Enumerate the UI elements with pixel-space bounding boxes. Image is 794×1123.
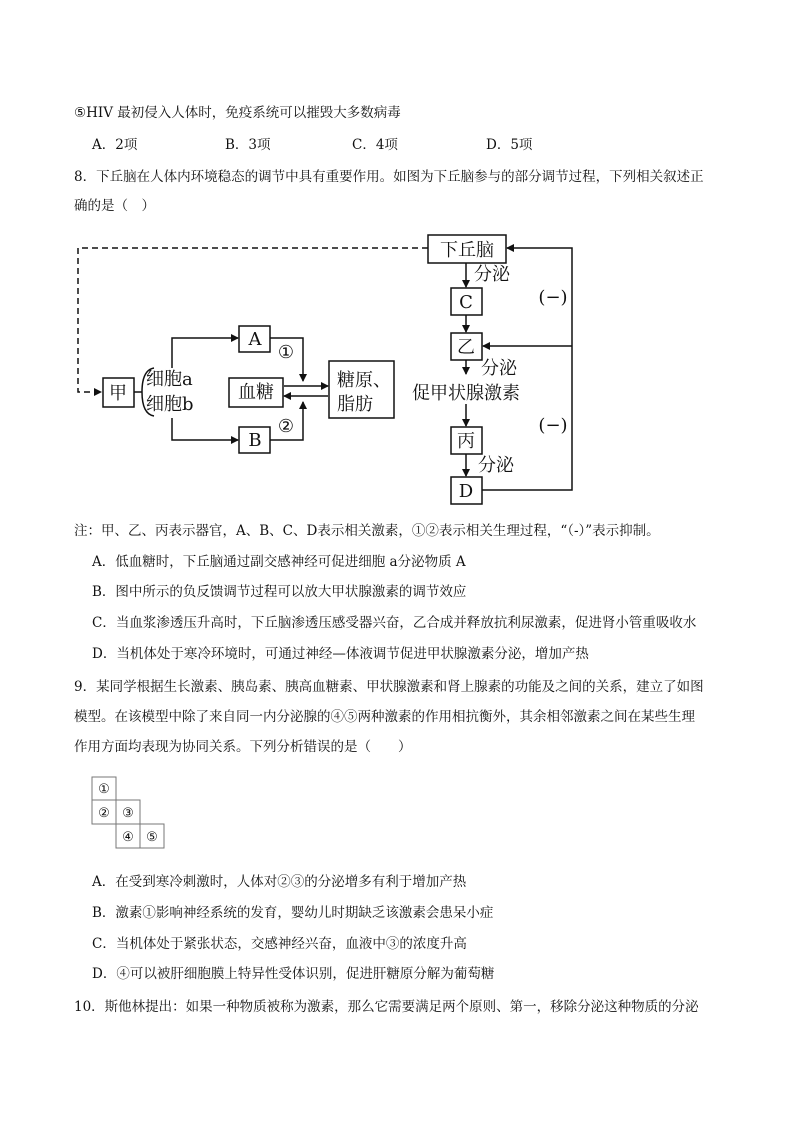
jia-label: 甲 — [109, 383, 127, 404]
b-label: B — [248, 430, 262, 451]
process-1-label: ① — [277, 342, 295, 363]
bing-label: 丙 — [457, 431, 475, 452]
q9-stem-line2: 模型。在该模型中除了来自同一内分泌腺的④⑤两种激素的作用相抗衡外，其余相邻激素之间在某些生理 — [74, 709, 695, 725]
q8-option-c[interactable]: C．当血浆渗透压升高时，下丘脑渗透压感受器兴奋，乙合成并释放抗利尿激素，促进肾小管重吸收水 — [92, 615, 697, 631]
secrete-label-3: 分泌 — [478, 455, 514, 476]
process-2-label: ② — [277, 416, 295, 437]
c-label: C — [459, 292, 473, 313]
cell-b-label: 细胞b — [146, 394, 194, 415]
q8-stem-line1: 8．下丘脑在人体内环境稳态的调节中具有重要作用。如图为下丘脑参与的部分调节过程，下列相关叙述正 — [74, 169, 704, 185]
inhibit-label-1: (−) — [538, 287, 568, 308]
inhibit-label-2: (−) — [538, 415, 568, 436]
tsh-label: 促甲状腺激素 — [412, 383, 520, 404]
q9-option-d[interactable]: D．④可以被肝细胞膜上特异性受体识别，促进肝糖原分解为葡萄糖 — [92, 966, 495, 982]
q8-option-b[interactable]: B．图中所示的负反馈调节过程可以放大甲状腺激素的调节效应 — [92, 584, 467, 600]
q8-option-a[interactable]: A．低血糖时，下丘脑通过副交感神经可促进细胞 a分泌物质 A — [92, 554, 466, 570]
grid-label-1: ① — [98, 782, 110, 797]
hypothalamus-label: 下丘脑 — [440, 240, 494, 261]
q7-item5: ⑤HIV 最初侵入人体时，免疫系统可以摧毁大多数病毒 — [74, 105, 401, 121]
grid-label-5: ⑤ — [146, 830, 158, 845]
q9-option-c[interactable]: C．当机体处于紧张状态，交感神经兴奋，血液中③的浓度升高 — [92, 936, 467, 952]
q8-note: 注：甲、乙、丙表示器官，A、B、C、D表示相关激素，①②表示相关生理过程，“（-）”表示抑制。 — [74, 523, 660, 539]
blood-sugar-label: 血糖 — [238, 382, 274, 403]
q7-option-b[interactable]: B．3项 — [225, 137, 271, 153]
d-label: D — [458, 481, 474, 502]
grid-label-2: ② — [98, 806, 110, 821]
q7-option-d[interactable]: D．5项 — [486, 137, 533, 153]
q9-stem-line3: 作用方面均表现为协同关系。下列分析错误的是（ ） — [74, 739, 412, 755]
secrete-label-1: 分泌 — [474, 264, 510, 285]
yi-label: 乙 — [457, 337, 475, 358]
q9-option-a[interactable]: A．在受到寒冷刺激时，人体对②③的分泌增多有利于增加产热 — [92, 874, 467, 890]
secrete-label-2: 分泌 — [481, 358, 517, 379]
q7-option-a[interactable]: A．2项 — [92, 137, 138, 153]
q8-stem-line2: 确的是（ ） — [74, 198, 155, 214]
q7-option-c[interactable]: C．4项 — [352, 137, 398, 153]
q8-option-d[interactable]: D．当机体处于寒冷环境时，可通过神经—体液调节促进甲状腺激素分泌，增加产热 — [92, 646, 589, 662]
q9-option-b[interactable]: B．激素①影响神经系统的发育，婴幼儿时期缺乏该激素会患呆小症 — [92, 905, 494, 921]
q10-line1: 10．斯他林提出：如果一种物质被称为激素，那么它需要满足两个原则、第一，移除分泌这种物质的分泌 — [74, 999, 699, 1015]
fat-label: 脂肪 — [337, 394, 373, 415]
grid-label-4: ④ — [122, 830, 134, 845]
cell-a-label: 细胞a — [146, 369, 193, 390]
glycogen-label: 糖原、 — [337, 370, 391, 391]
a-label: A — [248, 329, 262, 350]
q9-stem-line1: 9．某同学根据生长激素、胰岛素、胰高血糖素、甲状腺激素和肾上腺素的功能及之间的关系，建立了如图 — [74, 679, 704, 695]
grid-label-3: ③ — [122, 806, 134, 821]
